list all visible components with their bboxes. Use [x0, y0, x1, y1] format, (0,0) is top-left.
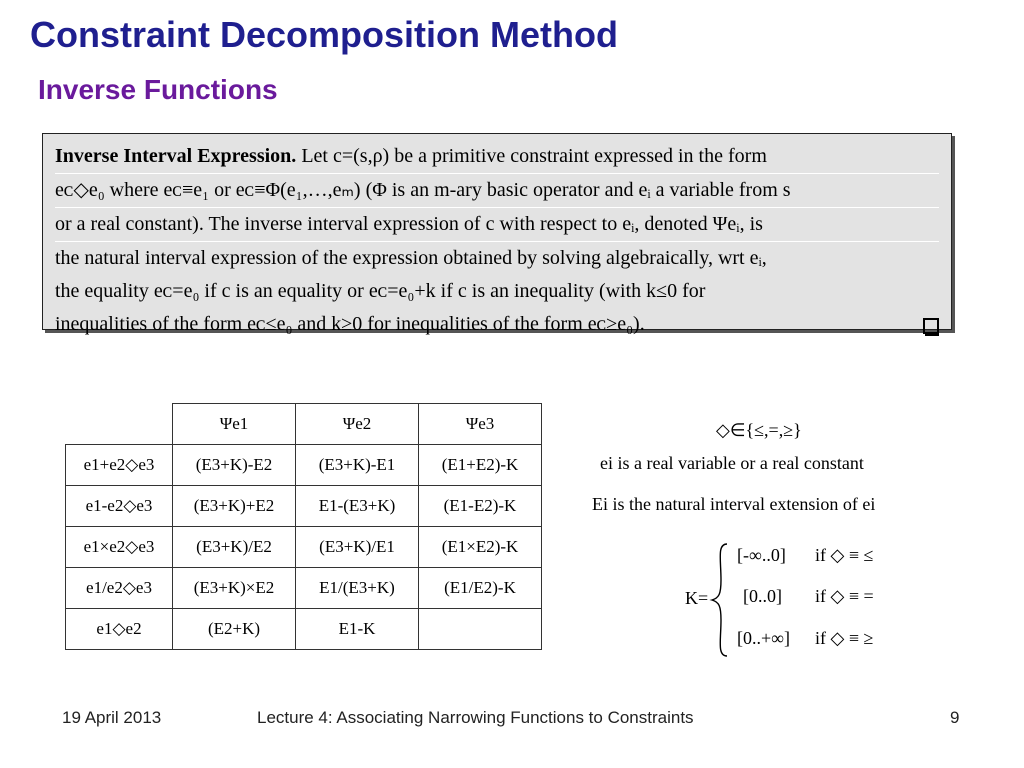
- k-case-condition: if ◇ ≡ =: [815, 586, 874, 606]
- column-header: Ψe3: [419, 404, 542, 445]
- table-cell: (E3+K)×E2: [173, 568, 296, 609]
- table-corner: [66, 404, 173, 445]
- table-cell: (E3+K)/E1: [296, 527, 419, 568]
- inverse-function-table: [65, 403, 542, 650]
- definition-line-1: [55, 140, 939, 174]
- table-row: [66, 609, 542, 650]
- row-label: e1/e2◇e3: [66, 568, 173, 609]
- qed-box-icon: [923, 318, 939, 334]
- table-row: [66, 568, 542, 609]
- definition-heading: Inverse Interval Expression.: [55, 145, 297, 167]
- definition-text-1: Let c=(s,ρ) be a primitive constraint expressed in the form: [296, 145, 767, 167]
- table-cell: (E1/E2)-K: [419, 568, 542, 609]
- definition-line-3: or a real constant). The inverse interval expression of c with respect to eᵢ, denoted Ψeᵢ, is: [55, 208, 939, 242]
- k-case-interval: [0..0]: [743, 586, 782, 606]
- table-cell: (E2+K): [173, 609, 296, 650]
- table-cell: (E1×E2)-K: [419, 527, 542, 568]
- table-cell: [419, 609, 542, 650]
- table-cell: (E3+K)/E2: [173, 527, 296, 568]
- Ei-note: Ei is the natural interval extension of ei: [592, 494, 876, 514]
- table-row: [66, 527, 542, 568]
- definition-box: [42, 133, 952, 335]
- table-cell: (E3+K)-E2: [173, 445, 296, 486]
- row-label: e1+e2◇e3: [66, 445, 173, 486]
- footer-page-number: 9: [950, 708, 960, 727]
- table-cell: (E1-E2)-K: [419, 486, 542, 527]
- k-case-condition: if ◇ ≡ ≤: [815, 545, 874, 565]
- left-brace-icon: [709, 540, 731, 660]
- diamond-set-note: ◇∈{≤,=,≥}: [716, 420, 802, 440]
- k-label: K=: [685, 588, 709, 608]
- column-header: Ψe2: [296, 404, 419, 445]
- definition-line-5: the equality eᴄ=e₀ if c is an equality or eᴄ=e₀+k if c is an inequality (with k≤0 for: [55, 280, 706, 302]
- k-case-condition: if ◇ ≡ ≥: [815, 628, 874, 648]
- table-cell: E1/(E3+K): [296, 568, 419, 609]
- table-header-row: [66, 404, 542, 445]
- row-label: e1◇e2: [66, 609, 173, 650]
- table-cell: (E1+E2)-K: [419, 445, 542, 486]
- table-cell: (E3+K)-E1: [296, 445, 419, 486]
- table-cell: E1-K: [296, 609, 419, 650]
- row-label: e1-e2◇e3: [66, 486, 173, 527]
- table-cell: (E3+K)+E2: [173, 486, 296, 527]
- column-header: Ψe1: [173, 404, 296, 445]
- slide-title: Constraint Decomposition Method: [30, 14, 618, 55]
- table-row: [66, 445, 542, 486]
- table-row: [66, 486, 542, 527]
- definition-text-6: inequalities of the form eᴄ≤e₀ and k≥0 for inequalities of the form eᴄ≥e₀).: [55, 313, 645, 335]
- ei-note: ei is a real variable or a real constant: [600, 453, 864, 473]
- slide-subtitle: Inverse Functions: [38, 74, 278, 105]
- footer-lecture: Lecture 4: Associating Narrowing Functions to Constraints: [257, 708, 694, 727]
- definition-line-2: eᴄ◇e₀ where eᴄ≡e₁ or eᴄ≡Φ(e₁,…,eₘ) (Φ is an m-ary basic operator and eᵢ a variable from s: [55, 174, 939, 208]
- definition-line-4: the natural interval expression of the expression obtained by solving algebraically, wrt eᵢ,: [55, 247, 767, 269]
- table-cell: E1-(E3+K): [296, 486, 419, 527]
- row-label: e1×e2◇e3: [66, 527, 173, 568]
- k-definition: [685, 540, 925, 660]
- definition-line-6: [55, 308, 939, 341]
- k-case-interval: [0..+∞]: [737, 628, 790, 648]
- footer-date: 19 April 2013: [62, 708, 162, 727]
- k-case-interval: [-∞..0]: [737, 545, 786, 565]
